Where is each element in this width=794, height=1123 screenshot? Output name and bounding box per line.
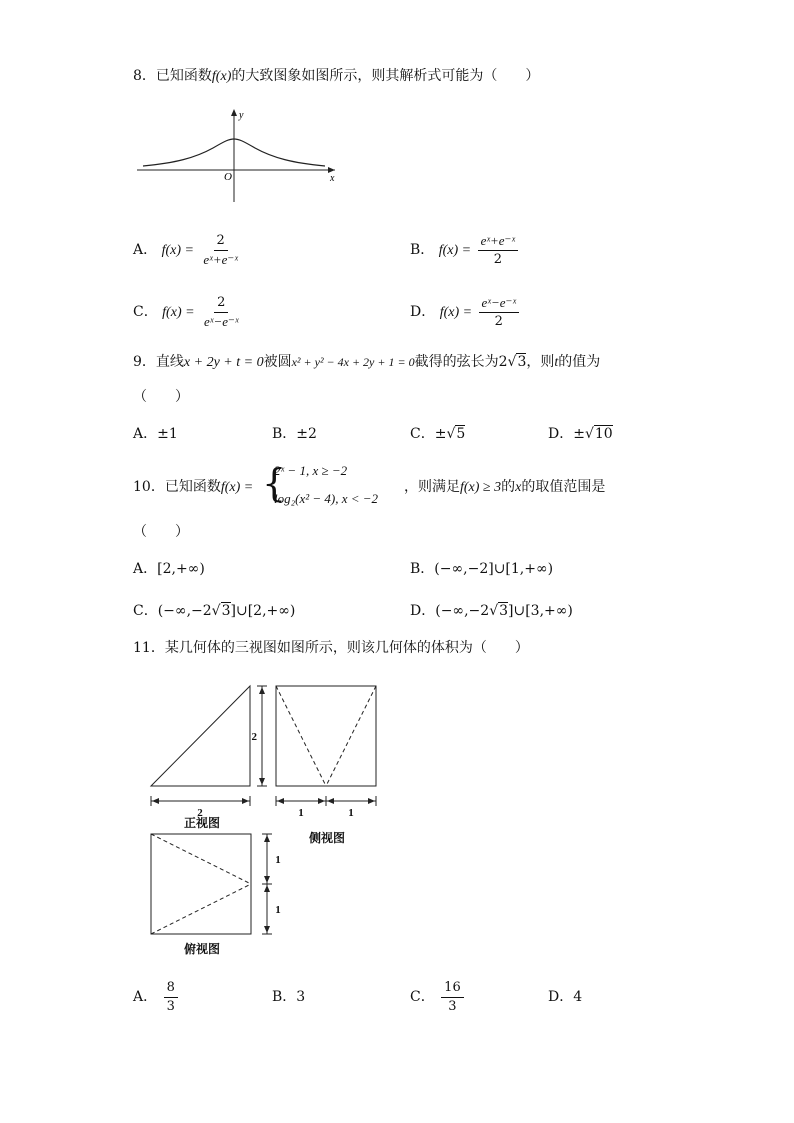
q9-stem-e: 的值为 <box>558 354 601 370</box>
q10-paren: （ ） <box>133 524 189 540</box>
q11-option-a-frac <box>164 979 178 1016</box>
q8-option-d <box>410 292 521 333</box>
q8-stem-b: 的大致图象如图所示，则其解析式可能为（ ） <box>231 68 540 84</box>
q8-option-b-letter: B． <box>410 242 435 258</box>
q9-option-d: D．±√10 <box>548 426 613 442</box>
q9-option-d-letter: D． <box>548 426 574 442</box>
q11-top-view <box>151 834 251 934</box>
q8-option-c <box>133 292 244 333</box>
q8-option-c-lhs: f(x) = <box>162 305 195 320</box>
q9-option-d-pre: ± <box>573 426 585 442</box>
q9-option-a-letter: A． <box>133 426 158 442</box>
q9-option-b-text: ±2 <box>296 426 317 442</box>
q9-option-c: C．±√5 <box>410 426 466 442</box>
q11-option-d-text: 4 <box>573 989 583 1005</box>
q9-line-eq: x + 2y + t = 0 <box>183 355 264 370</box>
q11-option-a-den: 3 <box>166 998 175 1014</box>
q11-arrow-11 <box>264 885 270 892</box>
q8-y-label: y <box>239 110 244 121</box>
q9-var: t <box>554 355 559 370</box>
q8-option-b-den: 2 <box>493 251 502 267</box>
q8-stem-a: 已知函数 <box>155 68 212 84</box>
q10-option-b-text: (−∞,−2]∪[1,+∞) <box>434 561 554 577</box>
q10-option-a <box>133 559 205 579</box>
q11-side-right-label: 1 <box>348 807 354 819</box>
q8-option-d-num: eˣ−e⁻ˣ <box>479 294 520 313</box>
q10-stem-b: ，则满足 <box>404 479 460 495</box>
q10-stem-d: 的取值范围是 <box>521 479 606 495</box>
q9-option-a <box>133 424 178 444</box>
q8-stem <box>133 66 539 87</box>
q10-option-a-letter: A． <box>133 561 158 577</box>
q11-arrow-10 <box>264 876 270 883</box>
q10-func-lhs: f(x) = <box>220 480 254 495</box>
q10-option-c-post: ]∪[2,+∞) <box>230 603 296 619</box>
q8-origin-label: O <box>224 171 232 183</box>
q10-option-d-post: ]∪[3,+∞) <box>508 603 573 619</box>
q9-option-c-pre: ± <box>434 426 447 442</box>
q8-option-a-den: eˣ+e⁻ˣ <box>203 251 238 267</box>
q10-cond: f(x) ≥ 3 <box>460 480 502 495</box>
q8-option-a-letter: A． <box>133 242 158 258</box>
q9-stem-d: ，则 <box>526 354 555 370</box>
q10-stem-a: 已知函数 <box>164 479 221 495</box>
q9-chord-coef: 2 <box>498 354 508 370</box>
q11-three-views <box>140 676 390 958</box>
q11-top-lower-label: 1 <box>275 904 281 916</box>
q11-option-a-num: 8 <box>164 979 178 998</box>
q9-stem-c: 截得的弦长为 <box>414 354 499 370</box>
q11-option-c-frac <box>441 979 464 1016</box>
q11-arrow-9 <box>264 835 270 842</box>
q11-option-b-text: 3 <box>296 989 306 1005</box>
q11-top-dash-upper <box>151 834 251 884</box>
q10-option-c-letter: C． <box>133 603 158 619</box>
q8-option-b-lhs: f(x) = <box>438 243 472 258</box>
q10-option-d-pre: (−∞,−2 <box>435 603 490 619</box>
q11-option-c-den: 3 <box>448 998 457 1014</box>
q9-paren: （ ） <box>133 389 189 405</box>
q11-arrow-5 <box>277 798 284 804</box>
q10-option-d: D．(−∞,−2√3]∪[3,+∞) <box>410 603 573 619</box>
q8-option-c-frac <box>201 294 242 331</box>
q11-front-view-label: 正视图 <box>183 816 221 830</box>
q11-arrow-6 <box>318 798 325 804</box>
q11-top-upper-label: 1 <box>275 854 281 866</box>
q9-stem: 9．直线x + 2y + t = 0被圆x² + y² − 4x + 2y + 1 = 0截得的弦长为2√3，则t的值为 <box>133 354 601 370</box>
q8-option-a-frac <box>200 232 241 269</box>
q10-option-a-text: [2,+∞) <box>157 561 205 577</box>
q8-option-b-frac <box>478 232 519 269</box>
q9-option-b-letter: B． <box>272 426 297 442</box>
q11-option-d-letter: D． <box>548 989 574 1005</box>
q11-option-a <box>133 977 180 1017</box>
q9-option-d-rad: 10 <box>594 426 613 442</box>
q11-option-b <box>272 987 305 1007</box>
q9-option-a-text: ±1 <box>157 426 178 442</box>
q10-option-b <box>410 559 553 579</box>
q9-option-c-rad: 5 <box>456 426 466 442</box>
q8-option-a-lhs: f(x) = <box>161 243 194 258</box>
q8-option-c-num: 2 <box>214 294 228 313</box>
q10-stem-c: 的 <box>501 479 516 495</box>
q11-stem <box>133 638 529 658</box>
q8-number: 8． <box>133 68 156 84</box>
q11-arrow-4 <box>242 798 249 804</box>
q11-arrow-1 <box>259 687 265 694</box>
q11-option-d <box>548 987 582 1007</box>
q11-stem-text: 某几何体的三视图如图所示，则该几何体的体积为（ ） <box>164 640 529 656</box>
q8-option-b <box>410 230 520 271</box>
q10-stem-end <box>404 477 605 498</box>
q11-side-view <box>276 686 376 786</box>
q9-number: 9． <box>133 354 156 370</box>
q10-var: x <box>515 480 522 495</box>
q10-option-b-letter: B． <box>410 561 435 577</box>
q11-front-height-label: 2 <box>251 731 257 743</box>
q9-chord-rad: 3 <box>517 354 527 370</box>
q11-option-c <box>410 977 466 1017</box>
q11-arrow-7 <box>327 798 334 804</box>
q10-option-d-letter: D． <box>410 603 436 619</box>
q8-option-d-frac <box>479 294 520 331</box>
q11-side-left-label: 1 <box>298 807 304 819</box>
q8-option-d-letter: D． <box>410 304 436 320</box>
q11-option-a-letter: A． <box>133 989 158 1005</box>
q10-case1: 2ˣ − 1, x ≥ −2 <box>274 463 348 478</box>
q8-option-d-lhs: f(x) = <box>439 305 473 320</box>
q8-option-a <box>133 230 243 271</box>
q10-option-c: C．(−∞,−2√3]∪[2,+∞) <box>133 603 296 619</box>
q11-number: 11． <box>133 640 165 656</box>
q10-case2: log₂(x² − 4), x < −2 <box>274 491 379 506</box>
q11-side-dash-right <box>326 686 376 786</box>
q11-arrow-2 <box>259 778 265 785</box>
q11-front-width-label: 2 <box>197 807 203 819</box>
q11-side-dash-left <box>276 686 326 786</box>
q8-graph <box>135 106 345 204</box>
q8-func: f(x) <box>211 69 232 84</box>
q8-option-c-letter: C． <box>133 304 158 320</box>
q11-option-c-num: 16 <box>441 979 464 998</box>
q11-front-view <box>151 686 250 786</box>
q11-arrow-3 <box>152 798 159 804</box>
q10-option-c-rad: 3 <box>221 603 231 619</box>
q11-option-c-letter: C． <box>410 989 435 1005</box>
q11-side-view-label: 侧视图 <box>308 831 346 845</box>
q10-brace: { <box>262 461 287 505</box>
q8-y-arrow <box>231 109 237 116</box>
q10-number: 10． <box>133 479 165 495</box>
q11-option-b-letter: B． <box>272 989 297 1005</box>
q9-stem-a: 直线 <box>155 354 184 370</box>
q10-option-c-pre: (−∞,−2 <box>157 603 212 619</box>
q9-option-b <box>272 424 317 444</box>
q8-x-label: x <box>330 173 335 184</box>
q8-option-c-den: eˣ−e⁻ˣ <box>204 313 239 329</box>
q9-option-c-letter: C． <box>410 426 435 442</box>
q8-option-a-num: 2 <box>214 232 228 251</box>
q8-option-d-den: 2 <box>494 313 503 329</box>
q10-option-d-rad: 3 <box>499 603 509 619</box>
q11-top-view-label: 俯视图 <box>183 942 221 956</box>
q11-top-dash-lower <box>151 884 251 934</box>
q8-option-b-num: eˣ+e⁻ˣ <box>478 232 519 251</box>
q10-stem-start <box>133 477 253 498</box>
q9-circle-eq: x² + y² − 4x + 2y + 1 = 0 <box>291 355 415 369</box>
q11-arrow-8 <box>368 798 375 804</box>
q11-arrow-12 <box>264 926 270 933</box>
q9-stem-b: 被圆 <box>263 354 292 370</box>
